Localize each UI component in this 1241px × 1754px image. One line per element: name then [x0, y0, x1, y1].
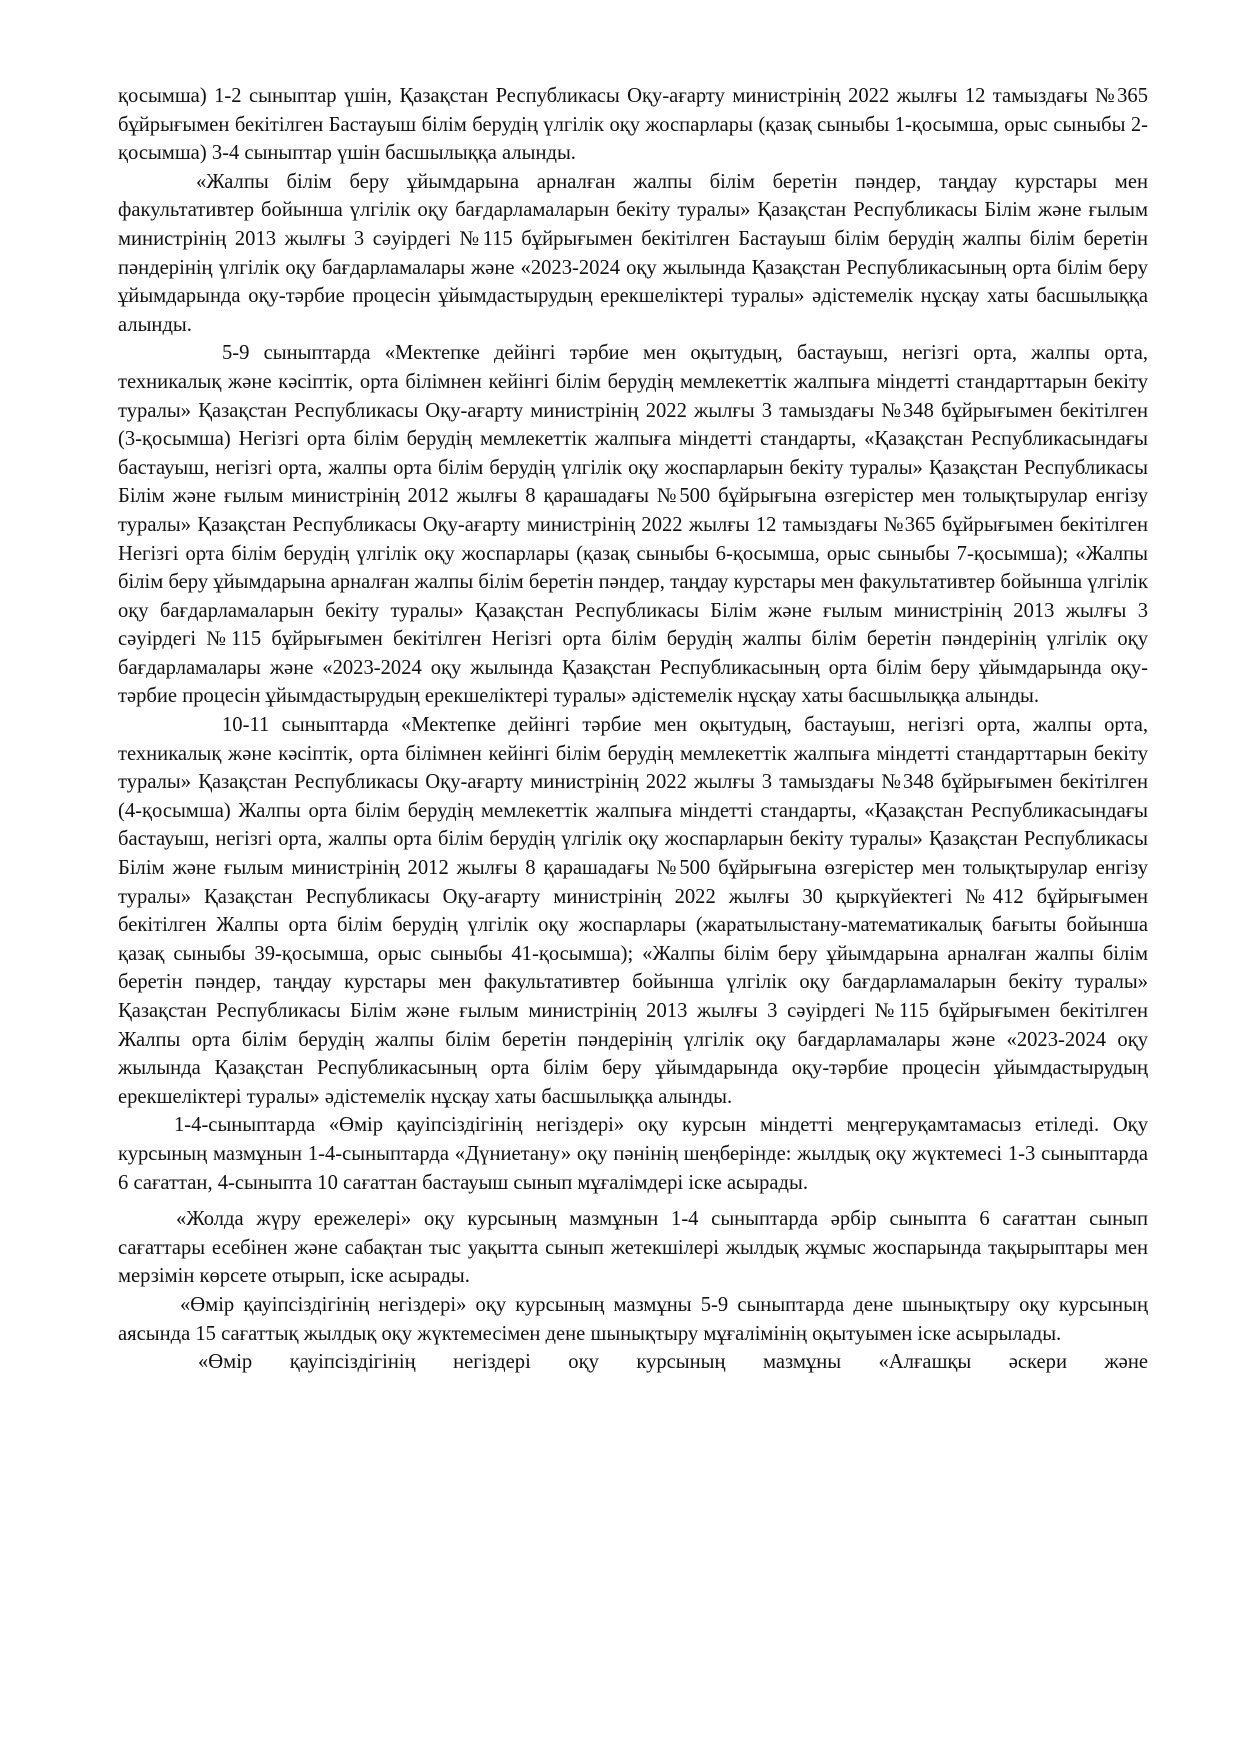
paragraph-6: «Жолда жүру ережелері» оқу курсының мазмұнын 1-4 сыныптарда әрбір сыныпта 6 сағаттан сынып сағаттары есебінен және сабақтан тыс уақытта сынып жетекшілері жылдық жұмыс жоспарында тақырыптары мен мерзімін көрсете отырып, іске асырады. [118, 1208, 1148, 1288]
paragraph-5: 1-4-сыныптарда «Өмір қауіпсіздігінің негіздері» оқу курсын міндетті меңгеруқамтамасыз етіледі. Оқу курсының мазмұнын 1-4-сыныптарда «Дүниетану» оқу пәнінің шеңберінде: жылдық оқу жүктемесі 1-3 сыныптарда 6 сағаттан, 4-сыныпта 10 сағаттан бастауыш сынып мұғалімдері іске асырады. [118, 1114, 1148, 1194]
paragraph-3: 5-9 сыныптарда «Мектепке дейінгі тәрбие мен оқытудың, бастауыш, негізгі орта, жалпы орта, техникалық және кәсіптік, орта білімнен кейінгі білім берудің мемлекеттік жалпыға міндетті стандарттарын бекіту туралы» Қазақстан Республикасы Оқу-ағарту министрінің 2022 жылғы 3 тамыздағы №348 бұйрығымен бекітілген (3-қосымша) Негізгі орта білім берудің мемлекеттік жалпыға міндетті стандарты, «Қазақстан Республикасындағы бастауыш, негізгі орта, жалпы орта білім берудің үлгілік оқу жоспарларын бекіту туралы» Қазақстан Республикасы Білім және ғылым министрінің 2012 жылғы 8 қарашадағы №500 бұйрығына өзгерістер мен толықтырулар енгізу туралы» Қазақстан Республикасы Оқу-ағарту министрінің 2022 жылғы 12 тамыздағы №365 бұйрығымен бекітілген Негізгі орта білім берудің үлгілік оқу жоспарлары (қазақ сыныбы 6-қосымша, орыс сыныбы 7-қосымша); «Жалпы білім беру ұйымдарына арналған жалпы білім беретін пәндер, таңдау курстары мен факультативтер бойынша үлгілік оқу бағдарламаларын бекіту туралы» Қазақстан Республикасы Білім және ғылым министрінің 2013 жылғы 3 сәуірдегі №115 бұйрығымен бекітілген Негізгі орта білім берудің жалпы білім беретін пәндерінің үлгілік оқу бағдарламалары және «2023-2024 оқу жылында Қазақстан Республикасының орта білім беру ұйымдарында оқу-тәрбие процесін ұйымдастырудың ерекшеліктері туралы» әдістемелік нұсқау хаты басшылыққа алынды. [118, 342, 1148, 708]
paragraph-7: «Өмір қауіпсіздігінің негіздері» оқу курсының мазмұны 5-9 сыныптарда дене шынықтыру оқу курсының аясында 15 сағаттық жылдық оқу жүктемесімен дене шынықтыру мұғалімінің оқытуымен іске асырылады. [118, 1293, 1148, 1345]
paragraph-8: «Өмір қауіпсіздігінің негіздері оқу курсының мазмұны «Алғашқы әскери және [198, 1351, 1148, 1374]
paragraph-4: 10-11 сыныптарда «Мектепке дейінгі тәрбие мен оқытудың, бастауыш, негізгі орта, жалпы орта, техникалық және кәсіптік, орта білімнен кейінгі білім берудің мемлекеттік жалпыға міндетті стандарттарын бекіту туралы» Қазақстан Республикасы Оқу-ағарту министрінің 2022 жылғы 3 тамыздағы №348 бұйрығымен бекітілген (4-қосымша) Жалпы орта білім берудің мемлекеттік жалпыға міндетті стандарты, «Қазақстан Республикасындағы бастауыш, негізгі орта, жалпы орта білім берудің үлгілік оқу жоспарларын бекіту туралы» Қазақстан Республикасы Білім және ғылым министрінің 2012 жылғы 8 қарашадағы №500 бұйрығына өзгерістер мен толықтырулар енгізу туралы» Қазақстан Республикасы Оқу-ағарту министрінің 2022 жылғы 30 қыркүйектегі №412 бұйрығымен бекітілген Жалпы орта білім берудің үлгілік оқу жоспарлары (жаратылыстану-математикалық бағыты бойынша қазақ сыныбы 39-қосымша, орыс сыныбы 41-қосымша); «Жалпы білім беру ұйымдарына арналған жалпы білім беретін пәндер, таңдау курстары мен факультативтер бойынша үлгілік оқу бағдарламаларын бекіту туралы» Қазақстан Республикасы Білім және ғылым министрінің 2013 жылғы 3 сәуірдегі №115 бұйрығымен бекітілген Жалпы орта білім берудің жалпы білім беретін пәндерінің үлгілік оқу бағдарламалары және «2023-2024 оқу жылында Қазақстан Республикасының орта білім беру ұйымдарында оқу-тәрбие процесін ұйымдастырудың ерекшеліктері туралы» әдістемелік нұсқау хаты басшылыққа алынды. [118, 714, 1148, 1108]
document-page [118, 82, 1148, 1377]
paragraph-1: қосымша) 1-2 сыныптар үшін, Қазақстан Республикасы Оқу-ағарту министрінің 2022 жылғы 12 тамыздағы №365 бұйрығымен бекітілген Бастауыш білім берудің үлгілік оқу жоспарлары (қазақ сыныбы 1-қосымша, орыс сыныбы 2-қосымша) 3-4 сыныптар үшін басшылыққа алынды. [118, 85, 1148, 165]
paragraph-2: «Жалпы білім беру ұйымдарына арналған жалпы білім беретін пәндер, таңдау курстары мен факультативтер бойынша үлгілік оқу бағдарламаларын бекіту туралы» Қазақстан Республикасы Білім және ғылым министрінің 2013 жылғы 3 сәуірдегі №115 бұйрығымен бекітілген Бастауыш білім берудің жалпы білім беретін пәндерінің үлгілік оқу бағдарламалары және «2023-2024 оқу жылында Қазақстан Республикасының орта білім беру ұйымдарында оқу-тәрбие процесін ұйымдастырудың ерекшеліктері туралы» әдістемелік нұсқау хаты басшылыққа алынды. [118, 170, 1148, 336]
